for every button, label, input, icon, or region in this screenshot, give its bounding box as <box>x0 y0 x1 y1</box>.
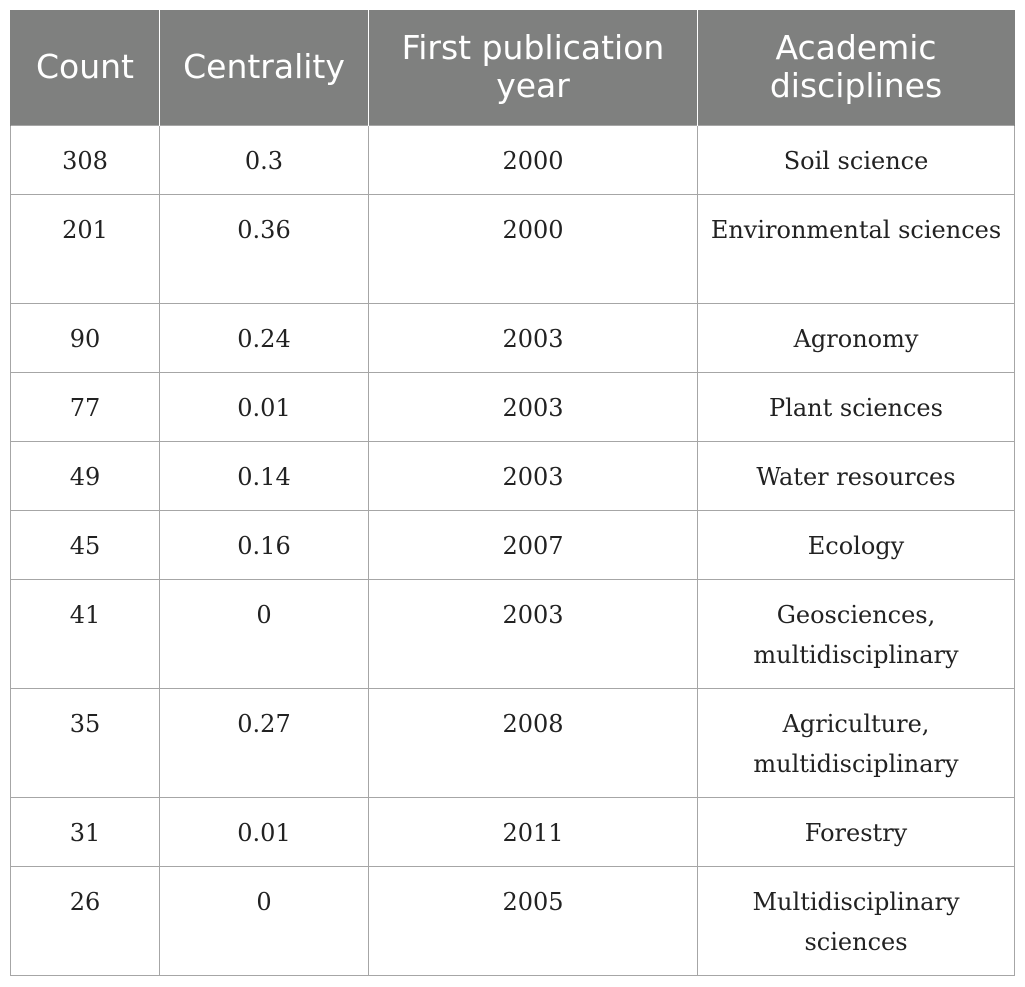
cell-count: 77 <box>11 372 160 441</box>
cell-year: 2008 <box>369 688 698 797</box>
cell-discipline: Agriculture, multidisciplinary <box>698 688 1015 797</box>
cell-count: 41 <box>11 579 160 688</box>
disciplines-table <box>10 10 1015 976</box>
cell-discipline: Water resources <box>698 441 1015 510</box>
cell-discipline: Forestry <box>698 797 1015 866</box>
table-row <box>11 579 1015 688</box>
table-row <box>11 866 1015 975</box>
cell-year: 2000 <box>369 125 698 194</box>
header-academic-disciplines: Academic disciplines <box>698 10 1015 125</box>
table-row <box>11 510 1015 579</box>
cell-count: 35 <box>11 688 160 797</box>
cell-centrality: 0 <box>160 579 369 688</box>
table-header-row <box>11 10 1015 125</box>
table-row <box>11 688 1015 797</box>
cell-discipline: Environmental sciences <box>698 194 1015 303</box>
table-row <box>11 125 1015 194</box>
cell-count: 201 <box>11 194 160 303</box>
table-row <box>11 303 1015 372</box>
cell-count: 45 <box>11 510 160 579</box>
cell-year: 2003 <box>369 441 698 510</box>
cell-centrality: 0.27 <box>160 688 369 797</box>
cell-year: 2007 <box>369 510 698 579</box>
cell-discipline: Soil science <box>698 125 1015 194</box>
table-row <box>11 797 1015 866</box>
disciplines-table-container <box>10 10 1014 976</box>
cell-centrality: 0.36 <box>160 194 369 303</box>
cell-centrality: 0.3 <box>160 125 369 194</box>
cell-year: 2005 <box>369 866 698 975</box>
cell-centrality: 0 <box>160 866 369 975</box>
header-centrality: Centrality <box>160 10 369 125</box>
table-row <box>11 441 1015 510</box>
cell-centrality: 0.01 <box>160 797 369 866</box>
cell-year: 2003 <box>369 303 698 372</box>
cell-year: 2011 <box>369 797 698 866</box>
cell-centrality: 0.14 <box>160 441 369 510</box>
cell-year: 2000 <box>369 194 698 303</box>
cell-discipline: Agronomy <box>698 303 1015 372</box>
cell-centrality: 0.24 <box>160 303 369 372</box>
cell-count: 308 <box>11 125 160 194</box>
cell-year: 2003 <box>369 579 698 688</box>
cell-count: 31 <box>11 797 160 866</box>
cell-discipline: Plant sciences <box>698 372 1015 441</box>
cell-discipline: Ecology <box>698 510 1015 579</box>
header-count: Count <box>11 10 160 125</box>
cell-discipline: Geosciences, multidisciplinary <box>698 579 1015 688</box>
cell-centrality: 0.16 <box>160 510 369 579</box>
table-row <box>11 194 1015 303</box>
cell-count: 26 <box>11 866 160 975</box>
header-first-publication-year: First publication year <box>369 10 698 125</box>
table-row <box>11 372 1015 441</box>
cell-year: 2003 <box>369 372 698 441</box>
cell-centrality: 0.01 <box>160 372 369 441</box>
cell-count: 49 <box>11 441 160 510</box>
cell-count: 90 <box>11 303 160 372</box>
cell-discipline: Multidisciplinary sciences <box>698 866 1015 975</box>
